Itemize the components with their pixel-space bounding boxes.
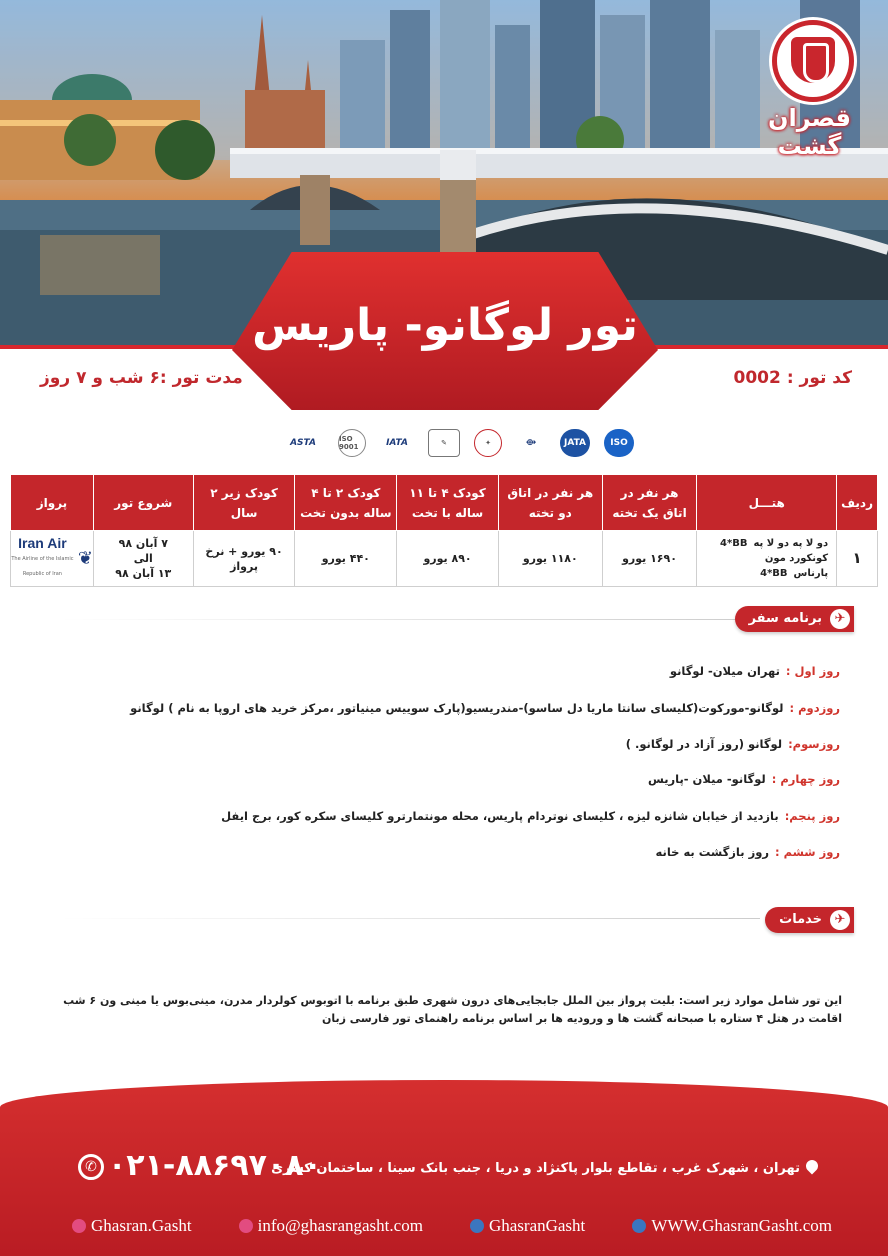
helmet-emblem-icon [772,20,854,102]
address [271,1160,818,1176]
col-hotel: هتـــل [697,475,837,531]
start-date [93,531,193,587]
email-icon [239,1219,253,1233]
col-infant: کودک زیر ۲ سال [193,475,295,531]
airline-tagline: The Airline of the Islamic Republic of Iran [11,555,74,577]
services-heading-label: خدمات [779,912,822,927]
price-double: ۱۱۸۰ یورو [498,531,602,587]
instagram-link[interactable] [72,1216,192,1236]
services-divider [60,918,760,919]
col-single: هر نفر در اتاق یک تخته [602,475,697,531]
association-badge-icon: ✎ [428,429,460,457]
tour-code-value: 0002 [733,368,781,388]
jata-badge: JATA [560,429,590,457]
airline-name: Iran Air [18,534,67,551]
col-double: هر نفر در اتاق دو تخته [498,475,602,531]
day-text: بازدید از خیابان شانزه لیزه ، کلیسای نوتردام پاریس، محله مونتمارترو کلیسای سکره کور، برج ایفل [221,809,779,823]
day-label: روز پنجم: [784,809,840,823]
homa-bird-icon: ❦ [77,548,93,569]
table-header-row [11,475,878,531]
iran-air-logo [11,536,93,582]
day-label: روز چهارم : [771,772,840,786]
telegram-text: GhasranGasht [488,1216,586,1235]
day-label: روزسوم: [788,737,840,751]
col-start: شروع تور [93,475,193,531]
phone-text: ۰۲۱-۸۸۶۹۷۰۸۰ [108,1148,322,1183]
tour-code-label: کد تور : [786,368,852,388]
telegram-icon [470,1219,484,1233]
asta-badge: ASTA [290,438,316,448]
price-table [10,474,878,587]
itinerary-heading [735,606,854,632]
brand-name: قصران گشت [767,104,851,160]
iso9001-badge: ISO 9001 [338,429,366,457]
email-link[interactable] [239,1216,423,1236]
accreditation-badges [282,428,634,458]
day-text: لوگانو (روز آزاد در لوگانو. ) [625,737,783,751]
start-date-sep: الی [133,552,153,565]
row-index: ۱ [837,531,878,587]
hotel-name-1: دو لا په دو لا په [753,538,829,549]
hotel-grade-1: 4*BB [720,538,748,549]
col-flight: پرواز [11,475,94,531]
website-text: WWW.GhasranGasht.com [651,1216,832,1235]
col-index: ردیف [837,475,878,531]
iso-badge: ISO [604,429,634,457]
day-6 [656,845,840,859]
address-text: تهران ، شهرک غرب ، تقاطع بلوار پاکنژاد و دریا ، جنب بانک سینا ، ساختمان کسری [271,1161,800,1176]
website-link[interactable] [632,1216,832,1236]
iata-badge: IATA [386,438,408,448]
day-text: لوگانو- میلان -پاریس [647,772,766,786]
wings-badge-icon: ⟴ [525,438,537,448]
telegram-link[interactable] [470,1216,585,1236]
contact-links [72,1216,832,1236]
email-text: info@ghasrangasht.com [257,1216,423,1235]
col-child-bed: کودک ۴ تا ۱۱ ساله با تخت [397,475,499,531]
globe-icon [632,1219,646,1233]
plane-icon: ✈ [830,910,850,930]
col-child-nobed: کودک ۲ تا ۴ ساله بدون تخت [295,475,397,531]
start-date-from: ۷ آبان ۹۸ [118,537,168,550]
instagram-text: Ghasran.Gasht [91,1216,192,1235]
day-3 [626,737,840,751]
day-4 [648,772,840,786]
tour-duration: مدت تور :۶ شب و ۷ روز [40,368,243,388]
table-row [11,531,878,587]
day-1 [670,664,840,678]
start-date-to: ۱۳ آبان ۹۸ [115,567,172,580]
day-label: روزدوم : [789,701,840,715]
day-2 [130,701,840,715]
price-single: ۱۶۹۰ یورو [602,531,697,587]
itinerary-divider [60,619,760,620]
day-text: لوگانو-مورکوت(کلیسای سانتا ماریا دل ساسو)-مندریسیو(پارک سوییس مینیاتور ،مرکز خرید های اروپا به نام ) لوگانو [130,701,784,715]
price-child-nobed: ۴۴۰ یورو [295,531,397,587]
tour-code [728,368,853,388]
plane-icon: ✈ [830,609,850,629]
brand-logo [752,20,872,160]
day-text: تهران میلان- لوگانو [669,664,780,678]
itinerary-heading-label: برنامه سفر [748,611,822,626]
price-infant: ۹۰ یورو + نرخ پرواز [193,531,295,587]
airline-cell [11,531,94,587]
day-label: روز ششم : [774,845,840,859]
instagram-icon [72,1219,86,1233]
hotel-cell [697,531,837,587]
day-5 [221,809,840,823]
phone-icon: ✆ [78,1154,104,1180]
hotel-grade-2: 4*BB [760,568,788,579]
day-label: روز اول : [785,664,840,678]
hotel-name-2: کونکورد مون پارناس [764,553,829,579]
location-pin-icon [804,1158,821,1175]
tour-title: تور لوگانو- پاریس [252,300,638,351]
services-heading [765,907,854,933]
price-child-bed: ۸۹۰ یورو [397,531,499,587]
day-text: روز بازگشت به خانه [655,845,769,859]
tourism-seal-icon: ✦ [474,429,502,457]
services-text: این تور شامل موارد زیر است: بلیت پرواز بین الملل جابجایی‌های درون شهری طبق برنامه با اتوبوس کولردار مدرن، مینی‌بوس یا مینی ون ۶ شب اقامت در هتل ۴ ستاره با صبحانه گشت ها و ورودیه ها بر اساس برنامه راهنمای تور فارسی زبان [63,994,842,1025]
